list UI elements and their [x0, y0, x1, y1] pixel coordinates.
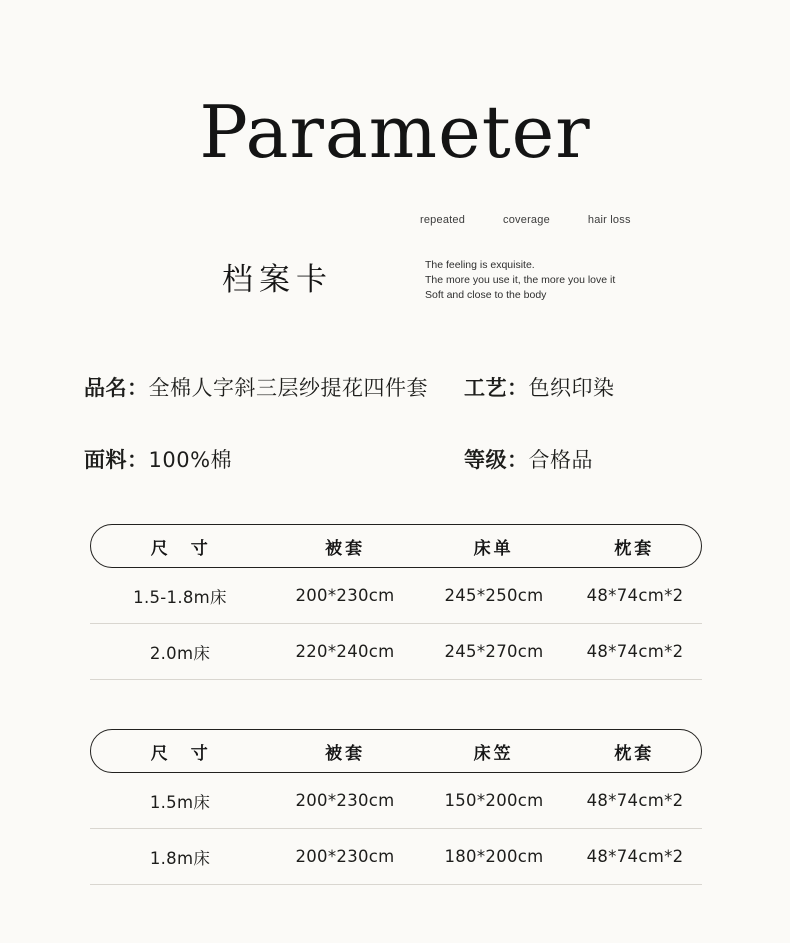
- table-row: [90, 624, 702, 680]
- table-header-row: [90, 729, 702, 773]
- spec-craft: [464, 372, 615, 402]
- table-header-cell: 尺 寸: [150, 538, 211, 559]
- spec-product-name: [84, 372, 464, 402]
- table-cell-pillowcase: 48*74cm*2: [586, 791, 684, 810]
- table-header-cell: 被套: [325, 743, 366, 764]
- specification-row: [0, 444, 790, 516]
- table-header-cell: 枕套: [614, 743, 655, 764]
- subtitle-line-1: The feeling is exquisite.: [425, 259, 535, 271]
- page-title-english: Parameter: [199, 90, 591, 174]
- table-row: [90, 773, 702, 829]
- size-table-bedsheet: [90, 524, 702, 680]
- table-cell-size: 1.8m床: [149, 848, 211, 868]
- page-title-chinese: 档案卡: [222, 262, 333, 298]
- spec-grade-value: 合格品: [528, 448, 593, 472]
- table-header-cell: 尺 寸: [150, 743, 211, 764]
- table-cell-pillowcase: 48*74cm*2: [586, 642, 684, 661]
- table-cell-size: 2.0m床: [149, 643, 211, 663]
- table-header-cell: 床笠: [473, 743, 514, 764]
- table-cell-duvet: 200*230cm: [295, 791, 395, 810]
- table-header-cell: 床单: [473, 538, 514, 559]
- size-table-fittedsheet: [90, 729, 702, 885]
- specification-list: [0, 372, 790, 516]
- table-cell-duvet: 200*230cm: [295, 586, 395, 605]
- table-cell-sheet: 245*270cm: [444, 642, 544, 661]
- table-row: [90, 568, 702, 624]
- subtitle-line-3: Soft and close to the body: [425, 289, 547, 301]
- table-header-cell: 被套: [325, 538, 366, 559]
- specification-row: [0, 372, 790, 444]
- table-cell-pillowcase: 48*74cm*2: [586, 847, 684, 866]
- table-row: [90, 829, 702, 885]
- table-cell-duvet: 220*240cm: [295, 642, 395, 661]
- subtitle-line-2: The more you use it, the more you love it: [425, 274, 616, 286]
- table-cell-sheet: 245*250cm: [444, 586, 544, 605]
- eyebrow-keyword-3: hair loss: [587, 214, 631, 226]
- spec-product-name-label: 品名：: [84, 376, 149, 400]
- spec-fabric: [84, 444, 464, 474]
- table-cell-duvet: 200*230cm: [295, 847, 395, 866]
- eyebrow-keywords: [420, 214, 631, 226]
- spec-product-name-value: 全棉人字斜三层纱提花四件套: [148, 376, 428, 400]
- spec-fabric-value: 100%棉: [148, 448, 233, 472]
- spec-craft-value: 色织印染: [528, 376, 615, 400]
- spec-craft-label: 工艺：: [464, 376, 529, 400]
- eyebrow-keyword-2: coverage: [503, 214, 550, 226]
- table-cell-pillowcase: 48*74cm*2: [586, 586, 684, 605]
- spec-fabric-label: 面料：: [84, 448, 149, 472]
- table-cell-fitted: 150*200cm: [444, 791, 544, 810]
- spec-grade-label: 等级：: [464, 448, 529, 472]
- subtitle-block: [425, 258, 615, 303]
- table-cell-size: 1.5m床: [149, 792, 211, 812]
- table-cell-fitted: 180*200cm: [444, 847, 544, 866]
- table-header-cell: 枕套: [614, 538, 655, 559]
- eyebrow-keyword-1: repeated: [420, 214, 466, 226]
- spec-grade: [464, 444, 593, 474]
- table-cell-size: 1.5-1.8m床: [133, 587, 227, 607]
- table-header-row: [90, 524, 702, 568]
